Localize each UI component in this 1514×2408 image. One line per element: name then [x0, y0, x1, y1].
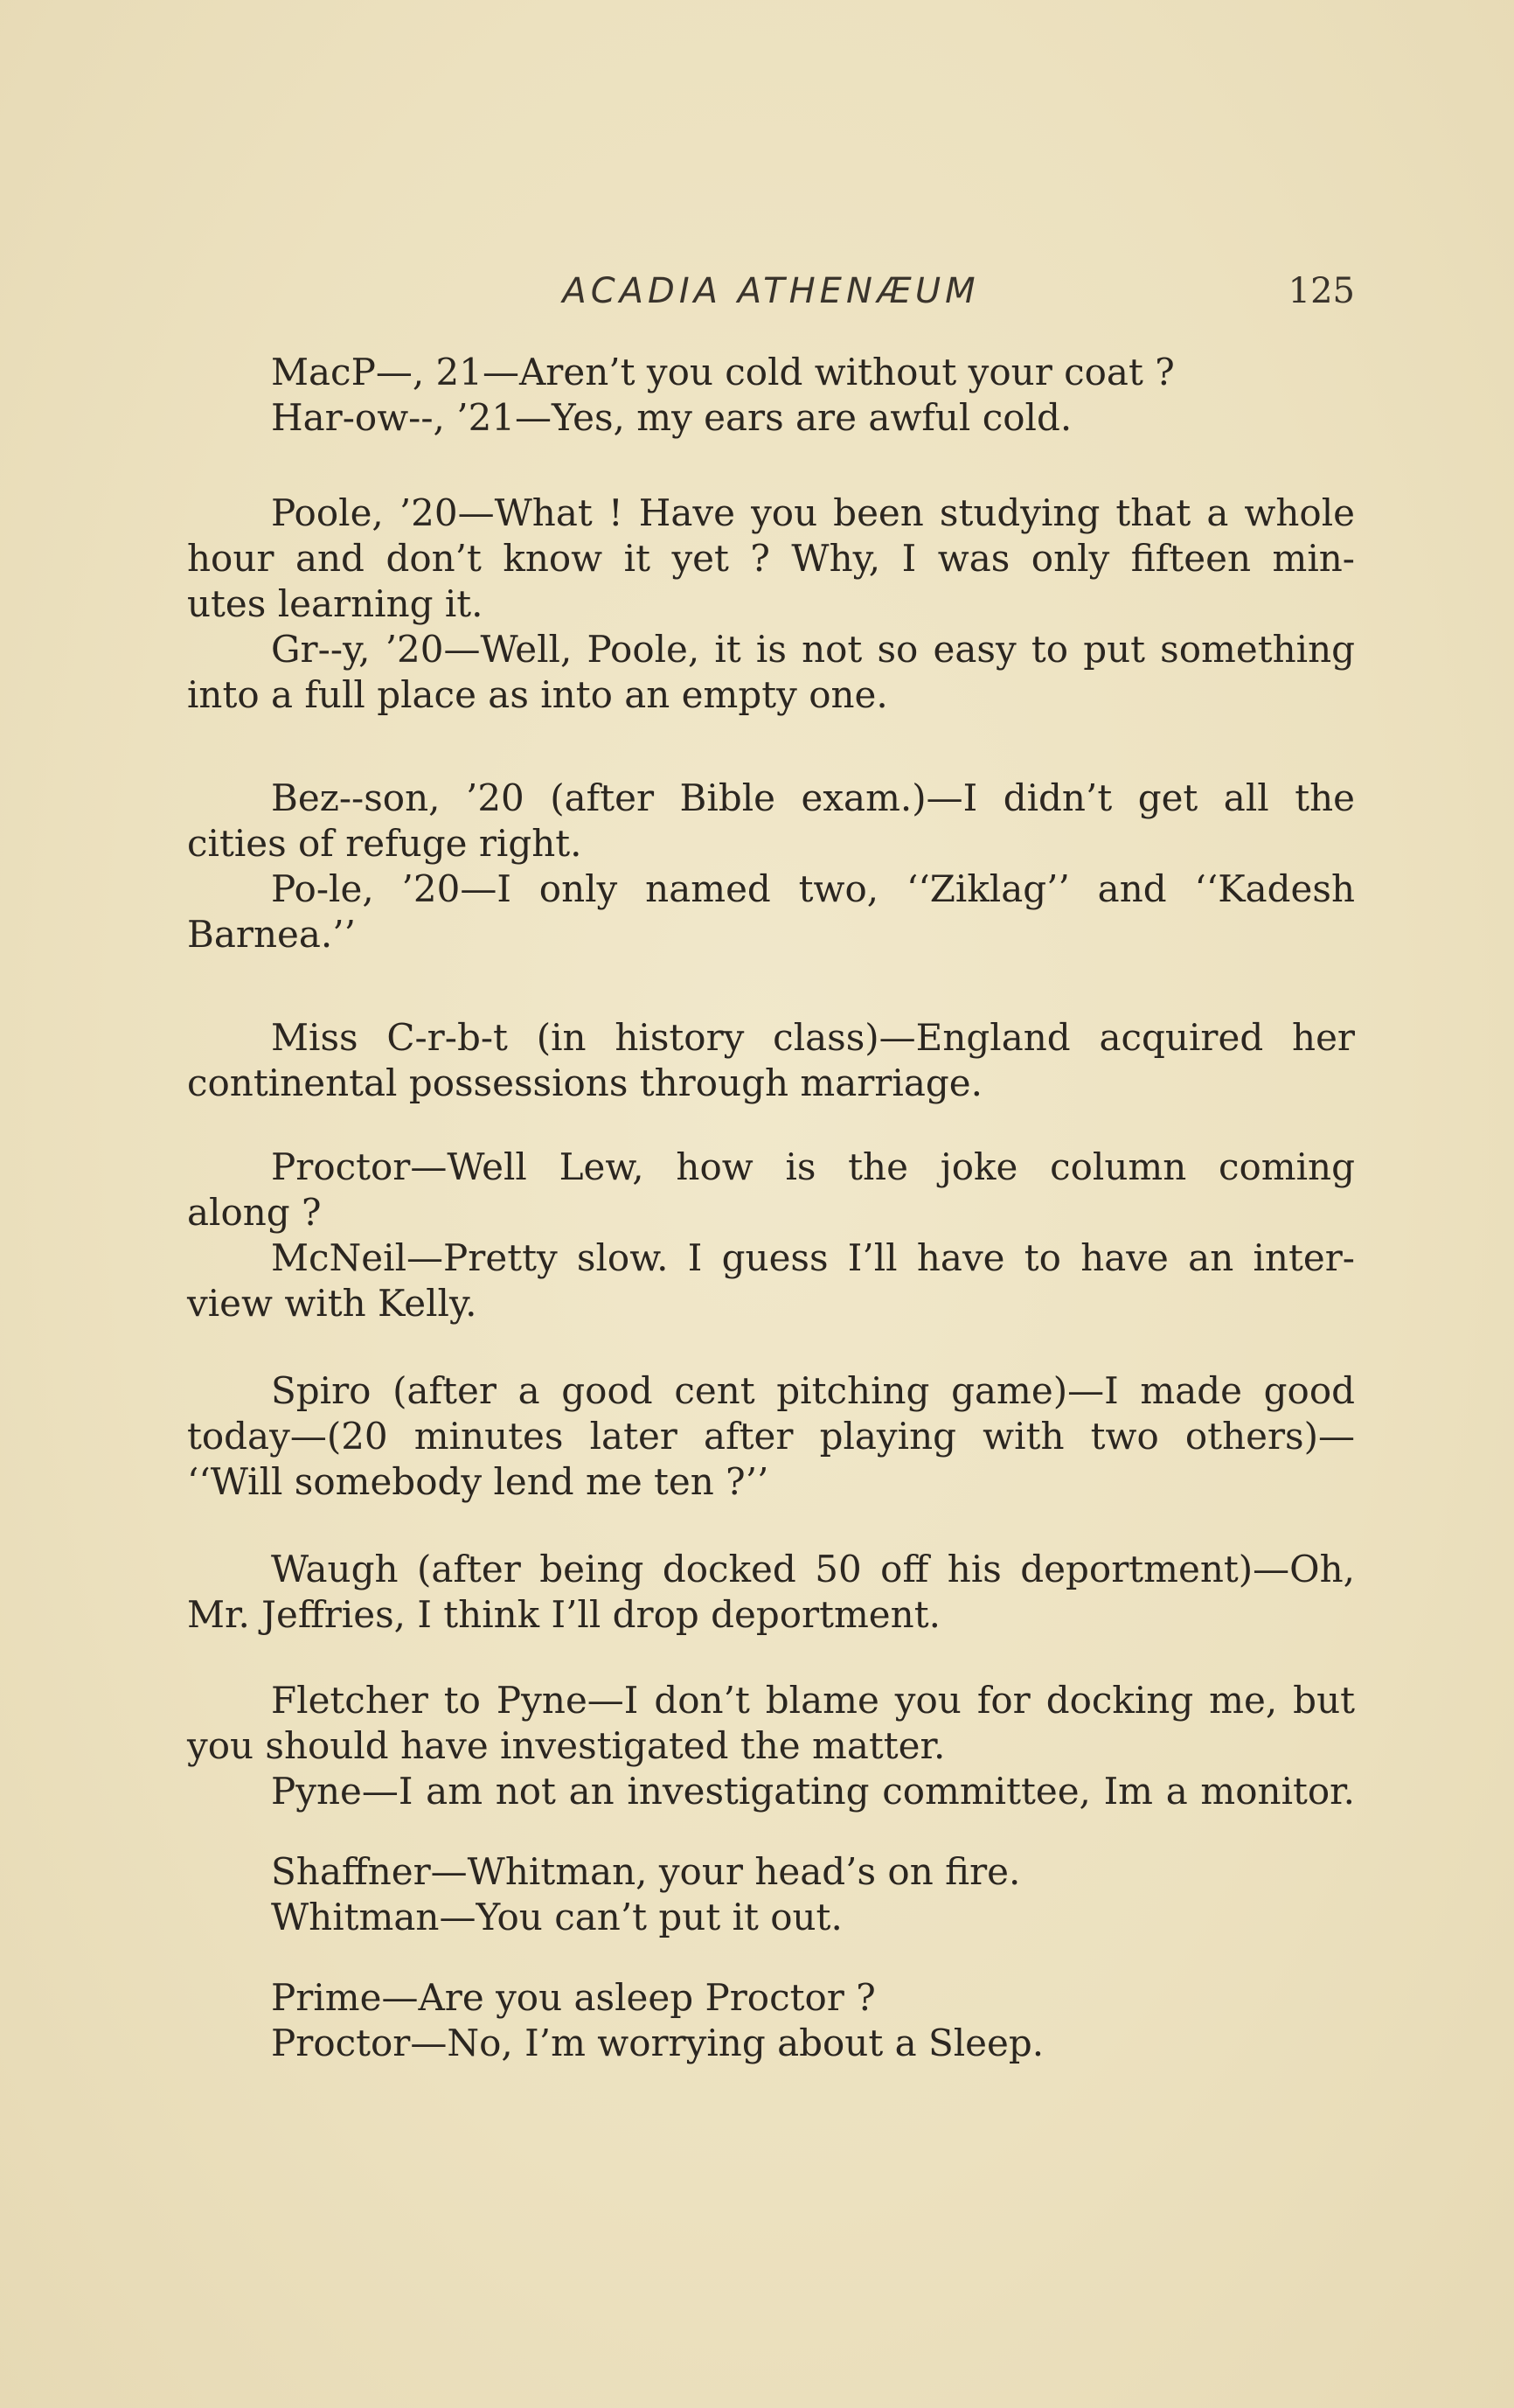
text-line: you should have investigated the matter.	[187, 1724, 946, 1767]
joke-exchange	[187, 1975, 1355, 2066]
joke-exchange	[187, 1145, 1355, 1326]
joke-exchange	[187, 1849, 1355, 1940]
text-line: Bez--son, ’20 (after Bible exam.)—I didn’t get all the	[271, 776, 1355, 819]
running-head	[187, 271, 1355, 324]
text-line: Shaffner—Whitman, your head’s on fire.	[271, 1850, 1021, 1893]
text-line: continental possessions through marriage.	[187, 1061, 983, 1104]
joke-exchange	[187, 1368, 1355, 1505]
text-line: Barnea.’’	[187, 913, 356, 956]
text-line: Spiro (after a good cent pitching game)—I made good	[271, 1369, 1355, 1412]
text-line: Gr--y, ’20—Well, Poole, it is not so easy to put something	[271, 628, 1355, 671]
text-line: Proctor—Well Lew, how is the joke column coming	[271, 1145, 1355, 1188]
text-line: into a full place as into an empty one.	[187, 673, 888, 716]
running-title: ACADIA ATHENÆUM	[562, 271, 980, 311]
text-line: Pyne—I am not an investigating committee, Im a monitor.	[271, 1770, 1355, 1813]
text-line: view with Kelly.	[187, 1282, 477, 1325]
joke-exchange	[187, 776, 1355, 957]
text-line: cities of refuge right.	[187, 822, 582, 865]
page-body	[187, 350, 1355, 2066]
joke-exchange	[187, 1547, 1355, 1638]
text-line: Prime—Are you asleep Proctor ?	[271, 1976, 876, 2019]
text-line: along ?	[187, 1191, 322, 1234]
text-line: Poole, ’20—What ! Have you been studying that a whole	[271, 491, 1355, 534]
text-line: Har-ow--, ’21—Yes, my ears are awful cold.	[271, 396, 1073, 439]
text-line: hour and don’t know it yet ? Why, I was only fifteen min-	[187, 537, 1355, 580]
text-line: Mr. Jeffries, I think I’ll drop deportment.	[187, 1593, 941, 1636]
text-line: today—(20 minutes later after playing with two others)—	[187, 1415, 1355, 1458]
book-page	[187, 0, 1355, 2408]
text-line: utes learning it.	[187, 582, 483, 625]
page-number: 125	[1288, 271, 1355, 311]
text-line: ‘‘Will somebody lend me ten ?’’	[187, 1460, 769, 1503]
joke-exchange	[187, 1678, 1355, 1814]
joke-exchange	[187, 1015, 1355, 1106]
text-line: Waugh (after being docked 50 off his deportment)—Oh,	[271, 1548, 1355, 1590]
joke-exchange	[187, 350, 1355, 441]
text-line: MacP—, 21—Aren’t you cold without your coat ?	[271, 351, 1175, 393]
text-line: Whitman—You can’t put it out.	[271, 1896, 843, 1938]
joke-exchange	[187, 491, 1355, 718]
text-line: Fletcher to Pyne—I don’t blame you for docking me, but	[271, 1679, 1355, 1722]
text-line: McNeil—Pretty slow. I guess I’ll have to have an inter-	[271, 1236, 1355, 1279]
text-line: Po-le, ’20—I only named two, ‘‘Ziklag’’ and ‘‘Kadesh	[271, 867, 1355, 910]
text-line: Proctor—No, I’m worrying about a Sleep.	[271, 2022, 1045, 2064]
text-line: Miss C-r-b-t (in history class)—England acquired her	[271, 1016, 1355, 1059]
